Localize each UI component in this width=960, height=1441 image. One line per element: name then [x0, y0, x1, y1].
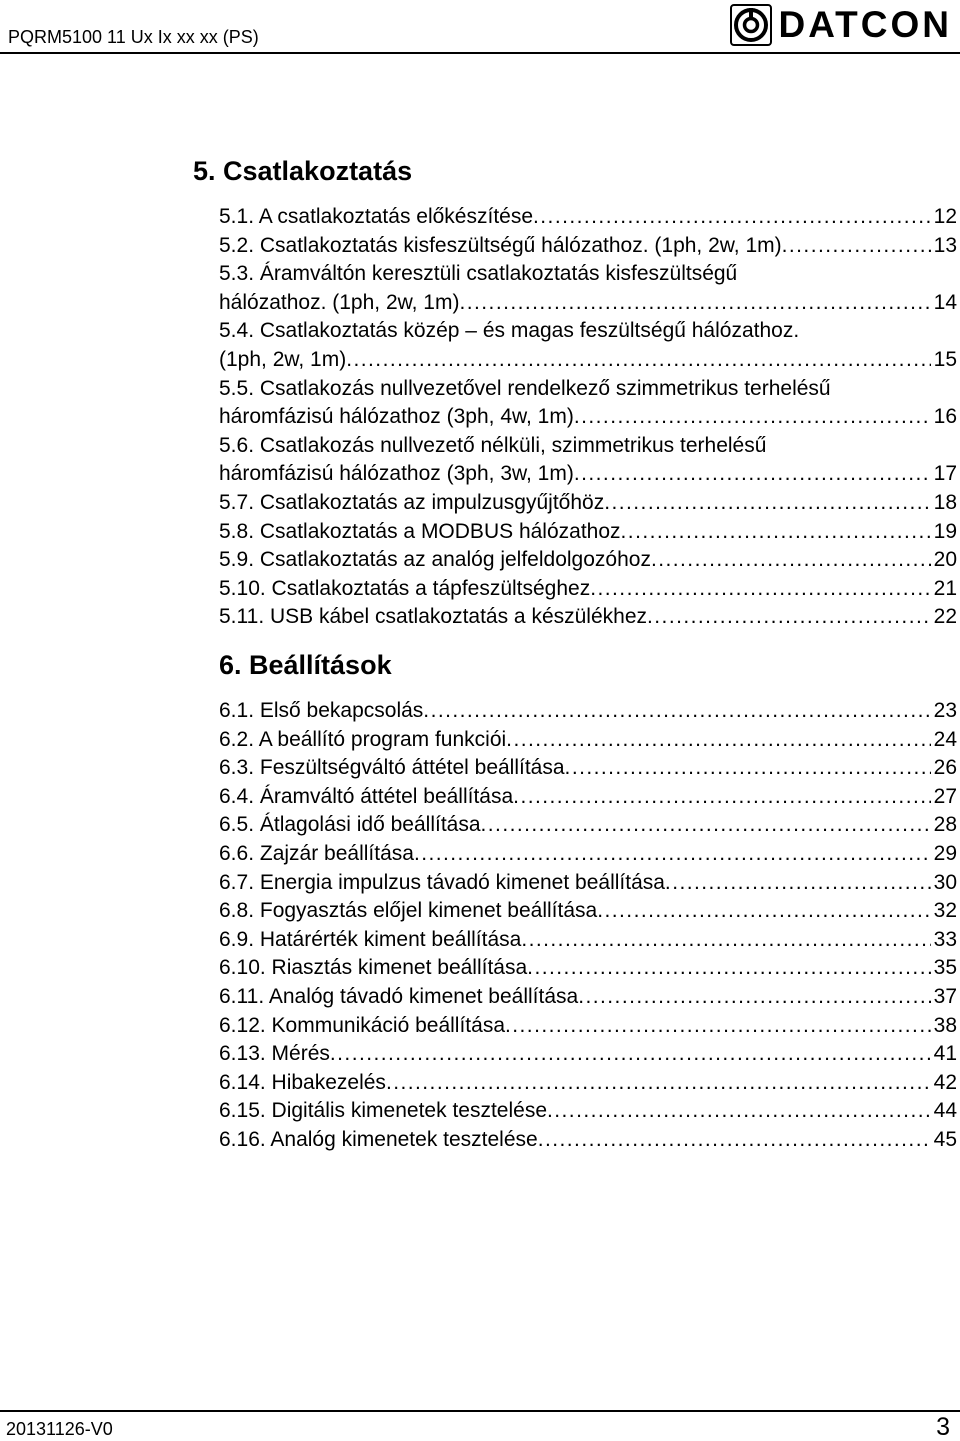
toc-entry-title: 6.8. Fogyasztás előjel kimenet beállítása [219, 899, 598, 923]
toc-entry-title: 6.1. Első bekapcsolás [219, 699, 424, 722]
toc-entry-last-line [219, 811, 957, 840]
toc-entry-last-line [219, 1040, 957, 1069]
toc-entry-title: 5.9. Csatlakoztatás az analóg jelfeldolgozóhoz [219, 548, 651, 572]
dot-leader [565, 754, 931, 783]
toc-entry-title: 6.3. Feszültségváltó áttétel beállítása [219, 756, 565, 780]
section-title-5: 5. Csatlakoztatás [193, 156, 413, 186]
toc-entry-page-number: 32 [933, 899, 957, 923]
toc-entry-last-line [219, 546, 957, 575]
dot-leader [578, 983, 930, 1012]
toc-entry-page-number: 14 [933, 290, 957, 314]
toc-entry-page-number: 21 [933, 576, 957, 600]
dot-leader [330, 1040, 931, 1069]
toc-entry-title: háromfázisú hálózathoz (3ph, 3w, 1m) [219, 462, 574, 486]
toc-entry-title: 6.4. Áramváltó áttétel beállítása [219, 784, 514, 808]
dot-leader [481, 811, 931, 840]
toc-entry-title: 5.6. Csatlakozás nullvezető nélküli, szimmetrikus terhelésű [219, 433, 767, 457]
toc-entry-page-number: 12 [933, 205, 957, 228]
toc-entry-title: háromfázisú hálózathoz (3ph, 4w, 1m) [219, 405, 574, 429]
toc-entry-last-line [219, 954, 957, 983]
toc-section-5 [219, 203, 957, 632]
dot-leader [506, 726, 930, 755]
toc-entry[interactable] [219, 260, 957, 317]
toc-entry-last-line [219, 1012, 957, 1041]
toc-entry[interactable] [219, 603, 957, 632]
toc-entry-page-number: 18 [933, 490, 957, 514]
toc-entry-title: 6.7. Energia impulzus távadó kimenet beállítása [219, 870, 665, 894]
dot-leader [574, 460, 931, 489]
toc-entry-last-line [219, 840, 957, 869]
toc-entry[interactable] [219, 1069, 957, 1098]
dot-leader [505, 1012, 931, 1041]
toc-entry-title: 6.9. Határérték kiment beállítása [219, 927, 522, 951]
toc-entry-page-number: 37 [933, 984, 957, 1008]
toc-entry-page-number: 27 [933, 784, 957, 808]
dot-leader [521, 926, 930, 955]
toc-entry-page-number: 33 [933, 927, 957, 951]
toc-entry-title: 5.2. Csatlakoztatás kisfeszültségű hálózathoz. (1ph, 2w, 1m) [219, 233, 782, 257]
toc-entry[interactable] [219, 697, 957, 726]
toc-entry-page-number: 38 [933, 1013, 957, 1037]
toc-entry-page-number: 24 [933, 727, 957, 751]
toc-entry-line [219, 260, 957, 289]
toc-entry[interactable] [219, 726, 957, 755]
datcon-logo [730, 4, 952, 46]
toc-entry-title: 6.5. Átlagolási idő beállítása [219, 813, 481, 837]
toc-entry-page-number: 15 [933, 347, 957, 371]
dot-leader [574, 403, 931, 432]
toc-entry-title: 6.11. Analóg távadó kimenet beállítása [219, 984, 579, 1008]
dot-leader [346, 346, 930, 375]
toc-entry-line [219, 375, 957, 404]
toc-entry-page-number: 26 [933, 756, 957, 780]
toc-entry-page-number: 22 [933, 605, 957, 629]
toc-entry-last-line [219, 575, 957, 604]
toc-entry-page-number: 17 [933, 462, 957, 486]
toc-entry[interactable] [219, 232, 957, 261]
toc-entry-last-line [219, 983, 957, 1012]
toc-entry[interactable] [219, 1097, 957, 1126]
dot-leader [651, 546, 931, 575]
toc-entry-page-number: 29 [933, 841, 957, 865]
toc-entry[interactable] [219, 897, 957, 926]
toc-entry[interactable] [219, 518, 957, 547]
page-header [0, 0, 960, 56]
toc-entry[interactable] [219, 983, 957, 1012]
dot-leader [538, 1126, 931, 1155]
toc-entry-title: 6.6. Zajzár beállítása [219, 841, 414, 865]
toc-entry-page-number: 30 [933, 870, 957, 894]
dot-leader [533, 203, 931, 232]
toc-entry-last-line [219, 460, 957, 489]
toc-entry-title: 6.13. Mérés [219, 1042, 330, 1066]
toc-entry-title: 5.4. Csatlakoztatás közép – és magas feszültségű hálózathoz. [219, 319, 800, 343]
toc-entry-last-line [219, 726, 957, 755]
toc-entry-last-line [219, 697, 957, 726]
toc-entry-page-number: 42 [933, 1070, 957, 1094]
toc-entry-title: 6.16. Analóg kimenetek tesztelése [219, 1127, 538, 1151]
toc-entry[interactable] [219, 546, 957, 575]
dot-leader [647, 603, 931, 632]
toc-entry-last-line [219, 869, 957, 898]
toc-entry[interactable] [219, 489, 957, 518]
dot-leader [386, 1069, 931, 1098]
header-divider [0, 52, 960, 54]
toc-entry-last-line [219, 518, 957, 547]
toc-entry-title: hálózathoz. (1ph, 2w, 1m) [219, 290, 460, 314]
toc-entry-line [219, 432, 957, 461]
toc-entry-title: 6.12. Kommunikáció beállítása [219, 1013, 505, 1037]
toc-entry-page-number: 19 [933, 519, 957, 543]
dot-leader [782, 232, 931, 261]
document-code: PQRM5100 11 Ux Ix xx xx (PS) [8, 27, 259, 47]
toc-section-6 [219, 697, 957, 1155]
toc-entry[interactable] [219, 317, 957, 374]
logo-wordmark: DATCON [778, 4, 952, 45]
toc-entry-title: 6.10. Riasztás kimenet beállítása [219, 956, 528, 980]
dot-leader [527, 954, 930, 983]
toc-entry-page-number: 44 [933, 1099, 957, 1123]
toc-entry-title: (1ph, 2w, 1m) [219, 347, 347, 371]
dot-leader [423, 697, 930, 726]
toc-entry-page-number: 45 [933, 1127, 957, 1151]
toc-entry-last-line [219, 346, 957, 375]
dot-leader [621, 518, 931, 547]
dot-leader [547, 1097, 931, 1126]
toc-entry[interactable] [219, 575, 957, 604]
toc-entry[interactable] [219, 203, 957, 232]
toc-entry-last-line [219, 232, 957, 261]
dot-leader [665, 869, 931, 898]
toc-entry-last-line [219, 489, 957, 518]
toc-entry-last-line [219, 289, 957, 318]
section-title-6: 6. Beállítások [219, 650, 392, 680]
dot-leader [604, 489, 930, 518]
toc-entry-title: 6.15. Digitális kimenetek tesztelése [219, 1099, 547, 1123]
toc-entry-last-line [219, 754, 957, 783]
toc-entry-page-number: 41 [933, 1042, 957, 1066]
toc-entry-title: 5.10. Csatlakoztatás a tápfeszültséghez [219, 576, 591, 600]
toc-entry-title: 5.8. Csatlakoztatás a MODBUS hálózathoz [219, 519, 621, 543]
toc-entry[interactable] [219, 783, 957, 812]
toc-entry-last-line [219, 203, 957, 232]
toc-entry-page-number: 16 [933, 405, 957, 429]
toc-entry[interactable] [219, 375, 957, 432]
toc-entry-page-number: 23 [933, 699, 957, 722]
toc-entry[interactable] [219, 840, 957, 869]
toc-entry-page-number: 13 [933, 233, 957, 257]
toc-entry[interactable] [219, 811, 957, 840]
toc-entry-last-line [219, 1126, 957, 1155]
datcon-logo-icon [730, 4, 772, 46]
toc-entry-last-line [219, 1069, 957, 1098]
toc-entry-page-number: 20 [933, 548, 957, 572]
revision-code: 20131126-V0 [6, 1419, 113, 1439]
toc-entry[interactable] [219, 1126, 957, 1155]
toc-entry-title: 6.14. Hibakezelés [219, 1070, 386, 1094]
toc-entry[interactable] [219, 432, 957, 489]
toc-entry-last-line [219, 926, 957, 955]
toc-entry[interactable] [219, 1012, 957, 1041]
toc-entry[interactable] [219, 754, 957, 783]
toc-entry[interactable] [219, 1040, 957, 1069]
dot-leader [513, 783, 930, 812]
toc-entry-title: 5.1. A csatlakoztatás előkészítése [219, 205, 534, 228]
toc-entry[interactable] [219, 869, 957, 898]
toc-entry-last-line [219, 403, 957, 432]
toc-entry-title: 5.11. USB kábel csatlakoztatás a készülékhez [219, 605, 648, 629]
toc-entry-last-line [219, 1097, 957, 1126]
toc-entry-last-line [219, 783, 957, 812]
footer-divider [0, 1410, 960, 1412]
dot-leader [459, 289, 930, 318]
toc-entry-last-line [219, 897, 957, 926]
toc-entry[interactable] [219, 954, 957, 983]
toc-entry-title: 5.7. Csatlakoztatás az impulzusgyűjtőhöz [219, 490, 605, 514]
dot-leader [597, 897, 930, 926]
toc-entry[interactable] [219, 926, 957, 955]
dot-leader [590, 575, 930, 604]
page-number: 3 [936, 1413, 950, 1441]
toc-entry-title: 6.2. A beállító program funkciói [219, 727, 507, 751]
toc-entry-page-number: 35 [933, 956, 957, 980]
toc-entry-last-line [219, 603, 957, 632]
toc-entry-line [219, 317, 957, 346]
toc-entry-title: 5.3. Áramváltón keresztüli csatlakoztatás kisfeszültségű [219, 262, 738, 286]
toc-entry-page-number: 28 [933, 813, 957, 837]
dot-leader [414, 840, 931, 869]
toc-entry-title: 5.5. Csatlakozás nullvezetővel rendelkező szimmetrikus terhelésű [219, 376, 831, 400]
